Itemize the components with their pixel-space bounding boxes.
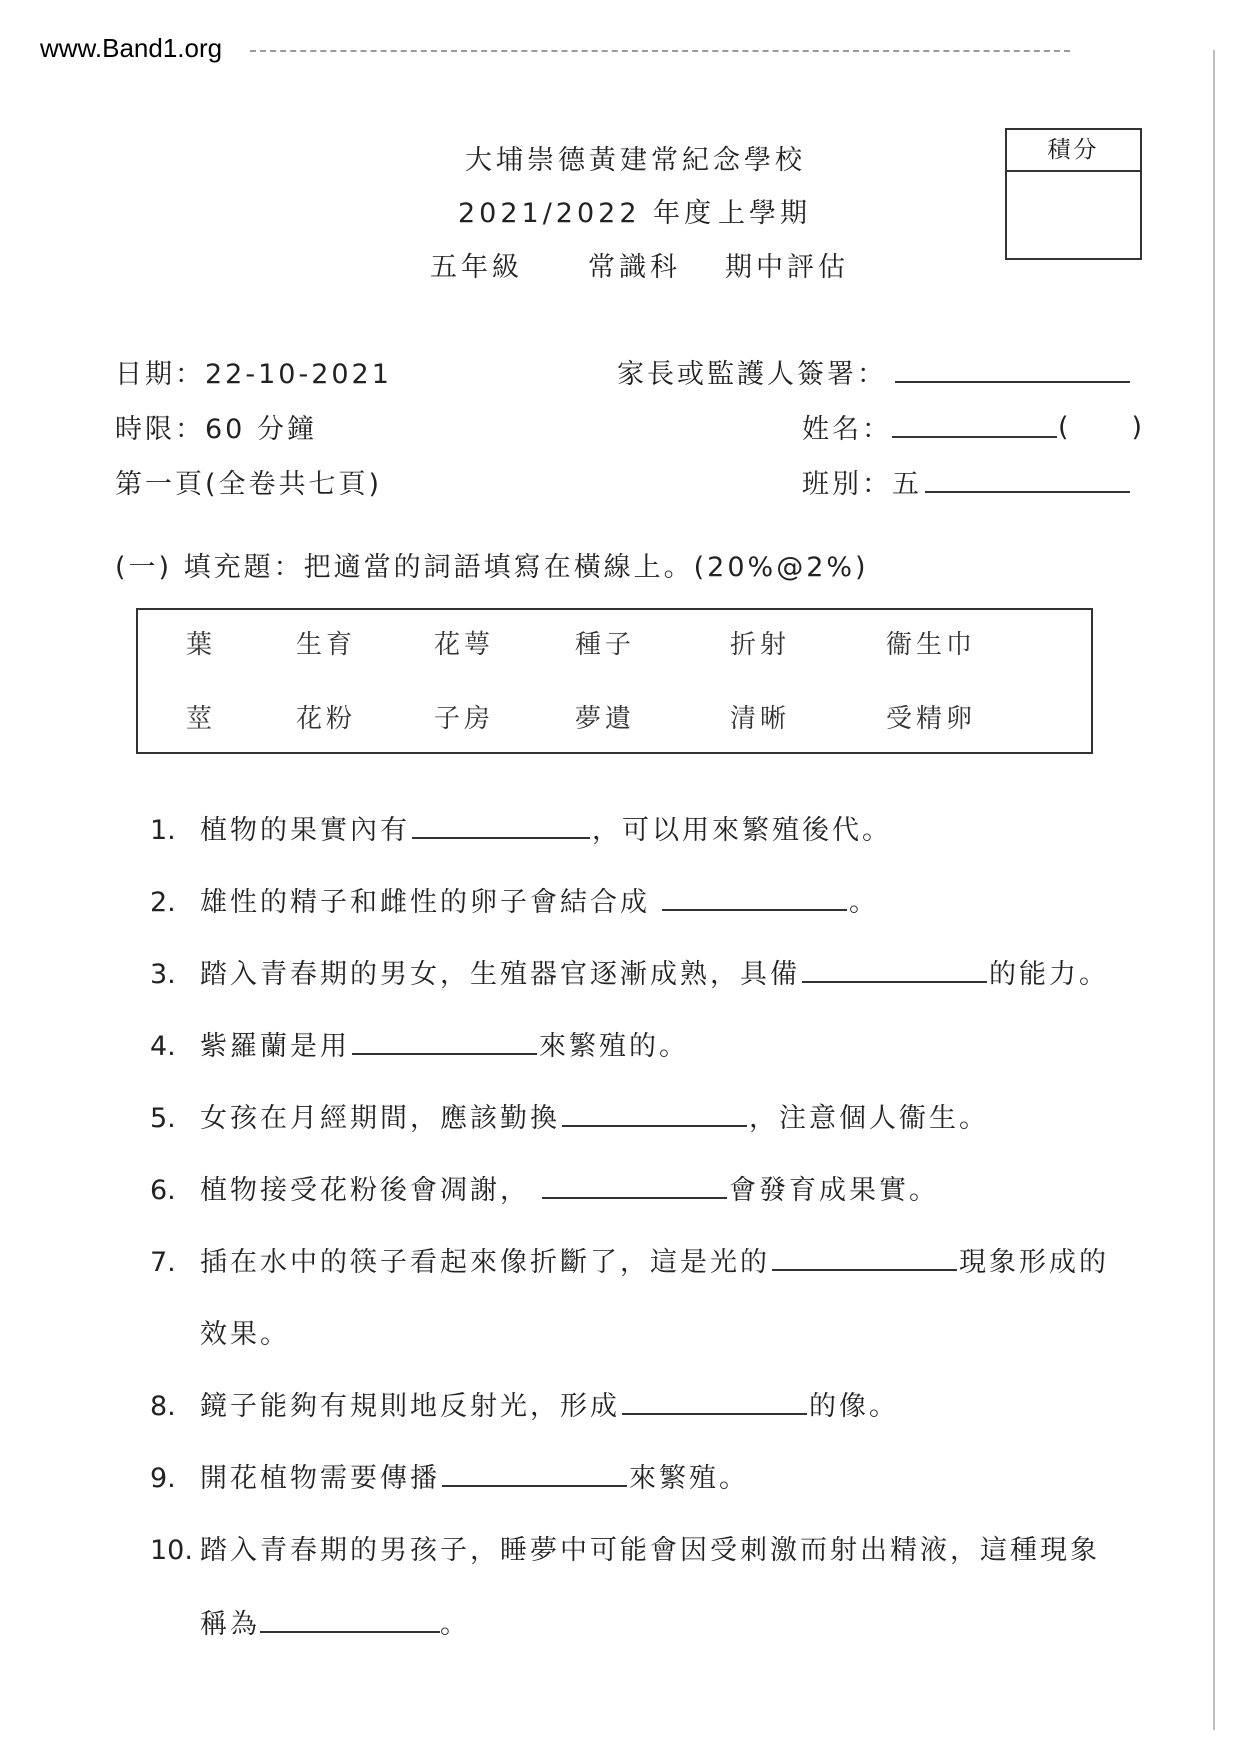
word-bank-item: 花粉 <box>296 704 357 734</box>
question-7-continued: 效果。 <box>200 1319 290 1350</box>
question-text: 。 <box>849 887 879 918</box>
question-number: 8. <box>150 1391 176 1422</box>
page-edge <box>1213 50 1215 1730</box>
question-text: 植物接受花粉後會凋謝， <box>200 1175 530 1206</box>
question-text: 會發育成果實。 <box>729 1175 939 1206</box>
question-9 <box>150 1456 749 1495</box>
word-bank-item: 花萼 <box>434 630 495 660</box>
question-6 <box>150 1168 939 1207</box>
time-limit: 時限：60 分鐘 <box>115 414 317 445</box>
answer-blank[interactable] <box>622 1391 807 1415</box>
answer-blank[interactable] <box>802 959 987 983</box>
answer-blank[interactable] <box>662 887 847 911</box>
question-text: 踏入青春期的男孩子，睡夢中可能會因受刺激而射出精液，這種現象 <box>200 1535 1100 1566</box>
word-bank-item: 衞生巾 <box>886 630 977 660</box>
question-number: 5. <box>150 1103 176 1134</box>
question-7 <box>150 1240 1109 1279</box>
score-label: 積分 <box>1007 130 1140 172</box>
question-1 <box>150 808 892 847</box>
question-text: 踏入青春期的男女，生殖器官逐漸成熟，具備 <box>200 959 800 990</box>
question-text: 的能力。 <box>989 959 1109 990</box>
question-number: 3. <box>150 959 176 990</box>
answer-blank[interactable] <box>352 1031 537 1055</box>
question-8 <box>150 1384 899 1423</box>
question-text: 的像。 <box>809 1391 899 1422</box>
name-label: 姓名： <box>802 414 892 445</box>
name-line[interactable] <box>892 412 1057 438</box>
school-year: 2021/2022 年度 <box>458 198 716 229</box>
word-bank-item: 生育 <box>296 630 357 660</box>
question-text: 雄性的精子和雌性的卵子會結合成 <box>200 887 650 918</box>
word-bank <box>136 608 1093 754</box>
question-number: 4. <box>150 1031 176 1062</box>
word-bank-item: 清晰 <box>730 704 791 734</box>
question-text: 插在水中的筷子看起來像折斷了，這是光的 <box>200 1247 770 1278</box>
answer-blank[interactable] <box>260 1609 440 1633</box>
exam-date: 日期：22-10-2021 <box>115 359 392 390</box>
class-number-paren: ( ) <box>1058 412 1146 443</box>
top-divider <box>250 50 1070 52</box>
question-text: ，注意個人衞生。 <box>749 1103 989 1134</box>
question-text: 現象形成的 <box>959 1247 1109 1278</box>
parent-signature-line[interactable] <box>895 357 1130 383</box>
parent-signature-label: 家長或監護人簽署： <box>617 359 887 390</box>
score-box <box>1005 128 1142 260</box>
school-name: 大埔崇德黃建常紀念學校 <box>465 145 806 176</box>
section-title: (一) 填充題：把適當的詞語填寫在橫線上。(20%@2%) <box>115 552 869 583</box>
question-text: 稱為 <box>200 1609 260 1640</box>
question-text: 來繁殖。 <box>629 1463 749 1494</box>
question-5 <box>150 1096 989 1135</box>
question-text: 。 <box>440 1609 470 1640</box>
question-3 <box>150 952 1109 991</box>
website-url: www.Band1.org <box>40 33 223 63</box>
question-text: 紫羅蘭是用 <box>200 1031 350 1062</box>
question-text: ，可以用來繁殖後代。 <box>592 815 892 846</box>
answer-blank[interactable] <box>562 1103 747 1127</box>
question-number: 6. <box>150 1175 176 1206</box>
word-bank-item: 莖 <box>186 704 217 734</box>
question-text: 植物的果實內有 <box>200 815 410 846</box>
question-number: 10. <box>150 1535 193 1566</box>
word-bank-item: 葉 <box>186 630 217 660</box>
question-text: 開花植物需要傳播 <box>200 1463 440 1494</box>
question-number: 1. <box>150 815 176 846</box>
term: 上學期 <box>718 198 811 229</box>
question-4 <box>150 1024 689 1063</box>
grade: 五年級 <box>430 252 523 283</box>
answer-blank[interactable] <box>442 1463 627 1487</box>
question-number: 2. <box>150 887 176 918</box>
class-label: 班別：五 <box>802 469 922 500</box>
question-text: 來繁殖的。 <box>539 1031 689 1062</box>
word-bank-item: 種子 <box>575 630 636 660</box>
question-number: 7. <box>150 1247 176 1278</box>
question-number: 9. <box>150 1463 176 1494</box>
question-text: 鏡子能夠有規則地反射光，形成 <box>200 1391 620 1422</box>
exam-type: 期中評估 <box>725 252 849 283</box>
word-bank-item: 子房 <box>434 704 495 734</box>
question-10-continued <box>200 1602 470 1641</box>
question-2 <box>150 880 879 919</box>
word-bank-item: 夢遺 <box>575 704 636 734</box>
question-text: 女孩在月經期間，應該勤換 <box>200 1103 560 1134</box>
answer-blank[interactable] <box>772 1247 957 1271</box>
question-10 <box>150 1528 1100 1567</box>
word-bank-item: 折射 <box>730 630 791 660</box>
class-line[interactable] <box>925 467 1130 493</box>
answer-blank[interactable] <box>412 815 590 839</box>
subject: 常識科 <box>588 252 681 283</box>
word-bank-item: 受精卵 <box>886 704 977 734</box>
page-indicator: 第一頁(全卷共七頁) <box>115 469 383 500</box>
answer-blank[interactable] <box>542 1175 727 1199</box>
